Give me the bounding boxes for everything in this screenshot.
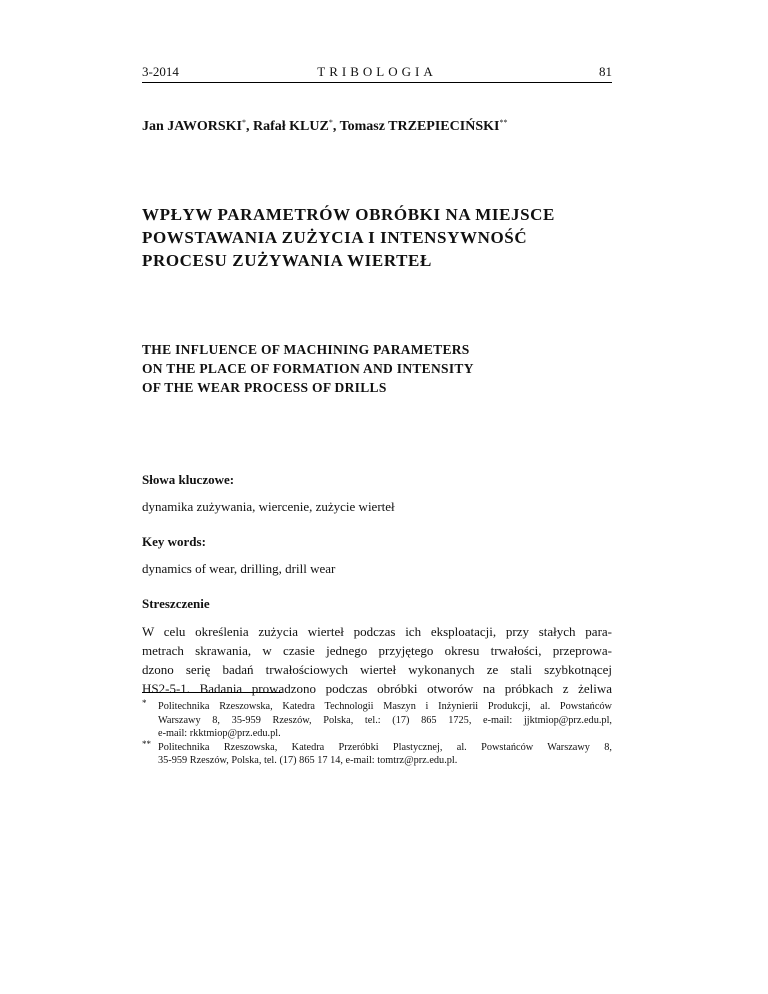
- issue-number: 3-2014: [142, 64, 179, 79]
- keywords-en-heading: Key words:: [142, 534, 206, 549]
- page-number: 81: [599, 64, 612, 79]
- footnote-line: e-mail: rkktmiop@prz.edu.pl.: [158, 728, 281, 740]
- author-name: Tomasz TRZEPIECIŃSKI: [339, 119, 500, 134]
- affiliation-mark: *: [241, 118, 246, 127]
- footnote-line: Politechnika Rzeszowska, Katedra Przeróbki Plastycznej, al. Powstańców Warszawy 8,: [158, 741, 612, 753]
- footnote: [142, 700, 612, 741]
- affiliation-mark: **: [499, 118, 508, 127]
- author-separator: ,: [245, 119, 253, 134]
- footnote: [142, 738, 612, 768]
- footnote-mark: **: [142, 738, 151, 749]
- author-separator: ,: [332, 119, 340, 134]
- footnote-mark: *: [142, 698, 147, 708]
- title-english: [142, 340, 474, 397]
- title-polish: [142, 203, 555, 272]
- abstract-line: W celu określenia zużycia wierteł podczas ich eksploatacji, przy stałych para-: [142, 624, 612, 639]
- running-head: [142, 64, 612, 83]
- title-line: PROCESU ZUŻYWANIA WIERTEŁ: [142, 251, 432, 270]
- title-line: OF THE WEAR PROCESS OF DRILLS: [142, 380, 387, 395]
- journal-name: TRIBOLOGIA: [317, 64, 437, 79]
- keywords-pl-heading: Słowa kluczowe:: [142, 472, 235, 487]
- author-name: Rafał KLUZ: [252, 119, 329, 134]
- abstract-heading: Streszczenie: [142, 596, 210, 611]
- keywords-pl-text: dynamika zużywania, wiercenie, zużycie wierteł: [142, 499, 395, 514]
- title-line: POWSTAWANIA ZUŻYCIA I INTENSYWNOŚĆ: [142, 228, 528, 247]
- abstract-line: metrach skrawania, w czasie jednego przyjętego okresu trwałości, przeprowa-: [142, 643, 612, 658]
- footnote-line: 35-959 Rzeszów, Polska, tel. (17) 865 17 14, e-mail: tomtrz@prz.edu.pl.: [158, 755, 458, 767]
- abstract-body: [142, 622, 612, 698]
- author-name: Jan JAWORSKI: [142, 119, 242, 134]
- abstract-line: dzono serię badań trwałościowych wierteł wykonanych ze stali szybkotnącej: [142, 662, 612, 677]
- keywords-en-text: dynamics of wear, drilling, drill wear: [142, 561, 336, 576]
- title-line: THE INFLUENCE OF MACHINING PARAMETERS: [142, 342, 470, 357]
- author-list: [142, 118, 507, 135]
- affiliation-mark: *: [328, 118, 333, 127]
- title-line: ON THE PLACE OF FORMATION AND INTENSITY: [142, 361, 474, 376]
- footnote-divider: [142, 692, 282, 693]
- footnote-line: Warszawy 8, 35-959 Rzeszów, Polska, tel.: (17) 865 1725, e-mail: jjktmiop@prz.edu.pl,: [158, 714, 612, 726]
- abstract-line: HS2-5-1. Badania prowadzono podczas obróbki otworów na próbkach z żeliwa: [142, 681, 612, 696]
- footnotes: [142, 700, 612, 768]
- title-line: WPŁYW PARAMETRÓW OBRÓBKI NA MIEJSCE: [142, 205, 555, 224]
- footnote-line: Politechnika Rzeszowska, Katedra Technologii Maszyn i Inżynierii Produkcji, al. Powstańców: [158, 701, 612, 712]
